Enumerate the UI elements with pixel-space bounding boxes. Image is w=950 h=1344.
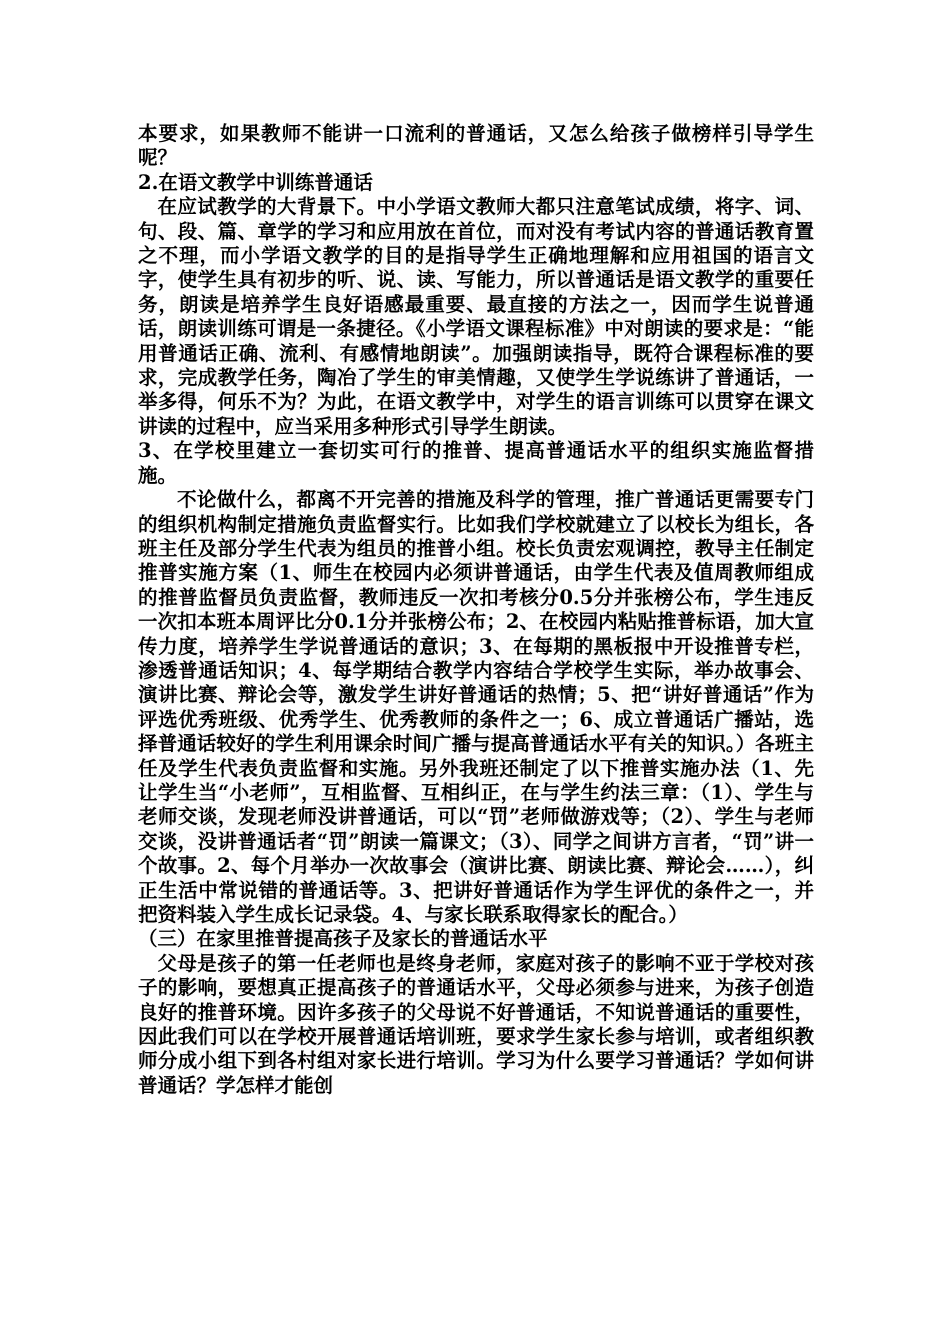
paragraph-continued: 本要求，如果教师不能讲一口流利的普通话，又怎么给孩子做榜样引导学生呢？ (138, 122, 814, 170)
document-page (138, 122, 814, 1098)
section-heading-home: （三）在家里推普提高孩子及家长的普通话水平 (138, 927, 548, 951)
paragraph-home-promotion: 父母是孩子的第一任老师也是终身老师，家庭对孩子的影响不亚于学校对孩子的影响，要想真正提高孩子的普通话水平，父母必须参与进来，为孩子创造良好的推普环境。因许多孩子的父母说不好普通话，不知说普通话的重要性，因此我们可以在学校开展普通话培训班，要求学生家长参与培训，或者组织教师分成小组下到各村组对家长进行培训。学习为什么要学习普通话？学如何讲普通话？学怎样才能创 (138, 951, 814, 1097)
section-heading-3: 3、在学校里建立一套切实可行的推普、提高普通话水平的组织实施监督措施。 (138, 439, 814, 487)
paragraph-chinese-teaching: 在应试教学的大背景下。中小学语文教师大都只注意笔试成绩，将字、词、句、段、篇、章学的学习和应用放在首位，而对没有考试内容的普通话教育置之不理，而小学语文教学的目的是指导学生正确地理解和应用祖国的语言文字，使学生具有初步的听、说、读、写能力，所以普通话是语文教学的重要任务，朗读是培养学生良好语感最重要、最直接的方法之一，因而学生说普通话，朗读训练可谓是一条捷径。《小学语文课程标准》中对朗读的要求是：“能用普通话正确、流利、有感情地朗读”。加强朗读指导，既符合课程标准的要求，完成教学任务，陶冶了学生的审美情趣，又使学生学说练讲了普通话，一举多得，何乐不为？为此，在语文教学中，对学生的语言训练可以贯穿在课文讲读的过程中，应当采用多种形式引导学生朗读。 (138, 195, 814, 438)
paragraph-school-measures: 不论做什么，都离不开完善的措施及科学的管理，推广普通话更需要专门的组织机构制定措施负责监督实行。比如我们学校就建立了以校长为组长，各班主任及部分学生代表为组员的推普小组。校长负责宏观调控，教导主任制定推普实施方案（1、师生在校园内必须讲普通话，由学生代表及值周教师组成的推普监督员负责监督，教师违反一次扣考核分0.5分并张榜公布，学生违反一次扣本班本周评比分0.1分并张榜公布；2、在校园内粘贴推普标语，加大宣传力度，培养学生学说普通话的意识；3、在每期的黑板报中开设推普专栏，渗透普通话知识；4、每学期结合教学内容结合学校学生实际，举办故事会、演讲比赛、辩论会等，激发学生讲好普通话的热情；5、把“讲好普通话”作为评选优秀班级、优秀学生、优秀教师的条件之一；6、成立普通话广播站，选择普通话较好的学生利用课余时间广播与提高普通话水平有关的知识。）各班主任及学生代表负责监督和实施。另外我班还制定了以下推普实施办法（1、先让学生当“小老师”，互相监督、互相纠正，在与学生约法三章：（1）、学生与老师交谈，发现老师没讲普通话，可以“罚”老师做游戏等；（2）、学生与老师交谈，没讲普通话者“罚”朗读一篇课文；（3）、同学之间讲方言者，“罚”讲一个故事。2、每个月举办一次故事会（演讲比赛、朗读比赛、辩论会……），纠正生活中常说错的普通话等。3、把讲好普通话作为学生评优的条件之一，并把资料装入学生成长记录袋。4、与家长联系取得家长的配合。） (138, 488, 814, 926)
section-heading-2: 2.在语文教学中训练普通话 (138, 170, 373, 194)
